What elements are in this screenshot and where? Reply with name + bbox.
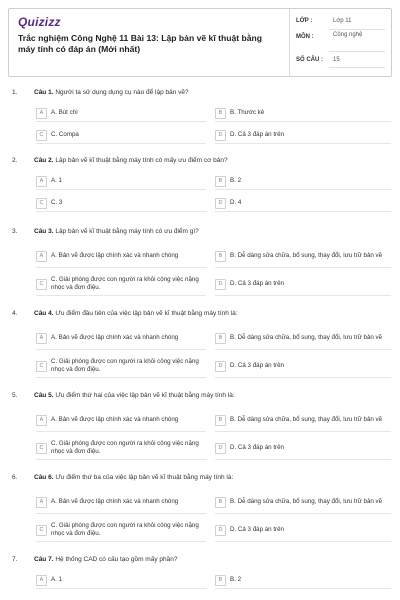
option-letter-box: B (215, 176, 226, 187)
option-text: B. Dễ dàng sửa chữa, bổ sung, thay đổi, lưu trữ bản vẽ (230, 334, 383, 341)
option-text: C. Compa (51, 131, 79, 138)
answer-option-c[interactable] (36, 520, 206, 540)
question-text (34, 474, 233, 481)
answer-option-a[interactable] (36, 492, 206, 512)
option-letter-box: A (36, 108, 47, 119)
question-label: Câu 7. (34, 556, 54, 563)
meta-label-count: SỐ CÂU : (296, 57, 323, 63)
option-text: C. Giải phóng được con người ra khỏi công việc nặng nhọc và đơn điệu. (51, 522, 199, 537)
answer-option-d[interactable] (215, 129, 391, 141)
option-underline (36, 267, 206, 268)
question-text (34, 157, 228, 164)
option-letter-box: C (36, 525, 47, 536)
option-letter-box: C (36, 198, 47, 209)
option-underline (36, 588, 206, 589)
option-letter-box: D (215, 525, 226, 536)
answer-option-b[interactable] (215, 492, 391, 512)
question-number: 7. (12, 556, 18, 563)
question-text (34, 556, 177, 563)
answer-option-c[interactable] (36, 356, 206, 376)
option-underline (215, 377, 391, 378)
option-letter-box: D (215, 443, 226, 454)
answer-option-a[interactable] (36, 246, 206, 266)
answer-option-b[interactable] (215, 175, 391, 187)
question-body: Ưu điểm đầu tiên của việc lập bản vẽ kĩ thuật bằng máy tính là: (55, 310, 238, 317)
option-letter-box: D (215, 279, 226, 290)
option-text: C. Giải phóng được con người ra khỏi công việc nặng nhọc và đơn điệu. (51, 440, 199, 455)
option-text: C. Giải phóng được con người ra khỏi công việc nặng nhọc và đơn điệu. (51, 276, 199, 291)
option-text: B. Dễ dàng sửa chữa, bổ sung, thay đổi, lưu trữ bản vẽ (230, 252, 383, 259)
option-text: D. Cả 3 đáp án trên (230, 280, 285, 287)
option-underline (36, 377, 206, 378)
question-number: 2. (12, 157, 18, 164)
question-body: Lập bản vẽ kĩ thuật bằng máy tính có ưu điểm gì? (55, 228, 199, 235)
option-letter-box: C (36, 130, 47, 141)
worksheet-header (8, 8, 392, 77)
option-letter-box: D (215, 361, 226, 372)
option-letter-box: A (36, 176, 47, 187)
meta-value-class: Lớp 11 (333, 18, 352, 24)
meta-label-class: LỚP : (296, 18, 313, 24)
option-text: D. Cả 3 đáp án trên (230, 362, 285, 369)
option-underline (36, 211, 206, 212)
option-text: A. Bản vẽ được lập chính xác và nhanh chóng (51, 334, 179, 341)
option-text: D. Cả 3 đáp án trên (230, 131, 285, 138)
question-number: 4. (12, 310, 18, 317)
question-body: Người ta sử dụng dụng cụ nào để lập bản vẽ? (55, 89, 189, 96)
option-text: A. 1 (51, 177, 63, 184)
option-underline (215, 431, 391, 432)
option-letter-box: A (36, 415, 47, 426)
answer-option-b[interactable] (215, 328, 391, 348)
option-underline (215, 588, 391, 589)
question-text (34, 392, 235, 399)
quizizz-logo: Quizizz (18, 15, 61, 29)
option-letter-box: B (215, 497, 226, 508)
header-divider (289, 9, 290, 76)
option-letter-box: B (215, 251, 226, 262)
meta-value-subject: Công nghệ (333, 32, 363, 38)
answer-option-a[interactable] (36, 107, 206, 119)
option-text: D. 4 (230, 199, 242, 206)
answer-option-d[interactable] (215, 356, 391, 376)
answer-option-c[interactable] (36, 129, 206, 141)
option-text: D. Cả 3 đáp án trên (230, 444, 285, 451)
question-body: Lập bản vẽ kĩ thuật bằng máy tính có mấy ưu điểm cơ bản? (55, 157, 228, 164)
option-text: D. Cả 3 đáp án trên (230, 526, 285, 533)
option-underline (36, 459, 206, 460)
option-text: A. Bản vẽ được lập chính xác và nhanh chóng (51, 498, 179, 505)
question-number: 5. (12, 392, 18, 399)
option-underline (215, 189, 391, 190)
option-letter-box: A (36, 497, 47, 508)
question-number: 3. (12, 228, 18, 235)
option-text: B. Thước kẻ (230, 109, 265, 116)
option-underline (36, 295, 206, 296)
question-label: Câu 3. (34, 228, 54, 235)
option-text: A. Bút chì (51, 109, 78, 116)
answer-option-b[interactable] (215, 410, 391, 430)
answer-option-a[interactable] (36, 410, 206, 430)
option-underline (36, 431, 206, 432)
option-letter-box: A (36, 333, 47, 344)
option-text: B. 2 (230, 576, 242, 583)
question-label: Câu 1. (34, 89, 54, 96)
option-underline (215, 211, 391, 212)
option-text: B. Dễ dàng sửa chữa, bổ sung, thay đổi, lưu trữ bản vẽ (230, 498, 383, 505)
question-text (34, 89, 189, 96)
option-text: C. 3 (51, 199, 63, 206)
meta-underline (329, 29, 385, 30)
answer-option-a[interactable] (36, 574, 206, 586)
option-underline (215, 349, 391, 350)
answer-option-d[interactable] (215, 438, 391, 458)
option-text: C. Giải phóng được con người ra khỏi công việc nặng nhọc và đơn điệu. (51, 358, 199, 373)
answer-option-c[interactable] (36, 274, 206, 294)
option-underline (215, 295, 391, 296)
answer-option-d[interactable] (215, 274, 391, 294)
meta-label-subject: MÔN : (296, 34, 314, 40)
option-letter-box: B (215, 108, 226, 119)
option-underline (215, 143, 391, 144)
question-text (34, 228, 199, 235)
option-underline (36, 189, 206, 190)
meta-value-count: 15 (333, 57, 340, 63)
option-underline (215, 513, 391, 514)
question-body: Ưu điểm thứ ba của việc lập bản vẽ kĩ thuật bằng máy tính là: (55, 474, 234, 481)
option-underline (36, 513, 206, 514)
option-letter-box: C (36, 361, 47, 372)
option-underline (215, 459, 391, 460)
question-label: Câu 6. (34, 474, 54, 481)
answer-option-d[interactable] (215, 197, 391, 209)
option-underline (215, 121, 391, 122)
question-label: Câu 5. (34, 392, 54, 399)
option-underline (36, 541, 206, 542)
answer-option-d[interactable] (215, 520, 391, 540)
question-body: Hệ thống CAD có cấu tạo gồm mấy phần? (55, 556, 178, 563)
option-letter-box: C (36, 443, 47, 454)
meta-underline (329, 67, 385, 68)
question-text (34, 310, 238, 317)
answer-option-a[interactable] (36, 328, 206, 348)
option-text: A. Bản vẽ được lập chính xác và nhanh chóng (51, 416, 179, 423)
option-underline (36, 121, 206, 122)
option-text: B. 2 (230, 177, 242, 184)
answer-option-c[interactable] (36, 438, 206, 458)
option-text: B. Dễ dàng sửa chữa, bổ sung, thay đổi, lưu trữ bản vẽ (230, 416, 383, 423)
answer-option-b[interactable] (215, 107, 391, 119)
option-underline (36, 349, 206, 350)
option-letter-box: D (215, 198, 226, 209)
question-number: 1. (12, 89, 18, 96)
option-underline (215, 267, 391, 268)
answer-option-b[interactable] (215, 246, 391, 266)
meta-underline (329, 51, 385, 52)
question-body: Ưu điểm thứ hai của việc lập bản vẽ kĩ thuật bằng máy tính là: (55, 392, 235, 399)
option-letter-box: B (215, 333, 226, 344)
option-letter-box: D (215, 130, 226, 141)
answer-option-c[interactable] (36, 197, 206, 209)
answer-option-a[interactable] (36, 175, 206, 187)
option-underline (36, 143, 206, 144)
option-letter-box: A (36, 251, 47, 262)
question-label: Câu 2. (34, 157, 54, 164)
option-underline (215, 541, 391, 542)
option-letter-box: B (215, 575, 226, 586)
question-label: Câu 4. (34, 310, 54, 317)
option-text: A. Bản vẽ được lập chính xác và nhanh chóng (51, 252, 179, 259)
option-letter-box: C (36, 279, 47, 290)
question-number: 6. (12, 474, 18, 481)
answer-option-b[interactable] (215, 574, 391, 586)
page-title: Trắc nghiệm Công Nghệ 11 Bài 13: Lập bản vẽ kĩ thuật bằng máy tính có đáp án (Mới nhất) (18, 33, 263, 54)
option-text: A. 1 (51, 576, 63, 583)
option-letter-box: B (215, 415, 226, 426)
option-letter-box: A (36, 575, 47, 586)
